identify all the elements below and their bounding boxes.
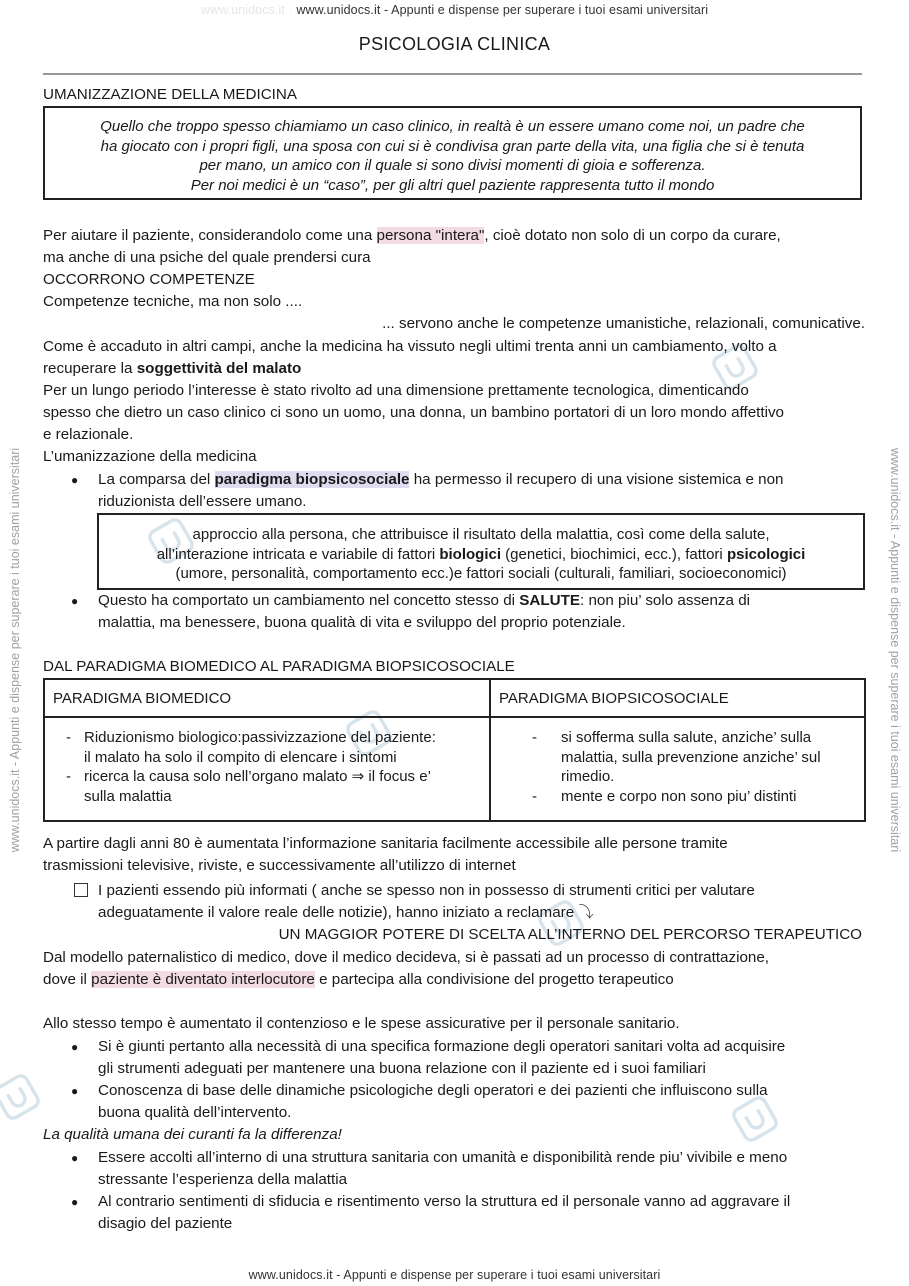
- bullet-line: Si è giunti pertanto alla necessità di una specifica formazione degli operatori sanitari volta ad acquisire: [98, 1038, 786, 1055]
- bullet-line: Essere accolti all’interno di una struttura sanitaria con umanità e disponibilità rende piu’ vivibile e meno: [98, 1149, 788, 1166]
- table-header-biomedico: PARADIGMA BIOMEDICO: [44, 679, 490, 717]
- emphasis-line: UN MAGGIOR POTERE DI SCELTA ALL’INTERNO DEL PERCORSO TERAPEUTICO: [278, 926, 862, 943]
- section-heading-umanizzazione: UMANIZZAZIONE DELLA MEDICINA: [43, 86, 298, 103]
- bullet-icon: ●: [71, 1040, 79, 1054]
- paragraph-line: L’umanizzazione della medicina: [43, 448, 257, 465]
- highlight-interlocutore: paziente è diventato interlocutore: [91, 971, 315, 988]
- bullet-line: gli strumenti adeguati per mantenere una buona relazione con il paziente ed i suoi familiari: [98, 1060, 706, 1077]
- paragraph-line: Per un lungo periodo l’interesse è stato rivolto ad una dimensione prettamente tecnologica, dimenticando: [43, 382, 749, 399]
- paragraph-line: A partire dagli anni 80 è aumentata l’informazione sanitaria facilmente accessibile alle persone tramite: [43, 835, 728, 852]
- unidocs-logo-icon: [0, 1074, 40, 1120]
- watermark-side-left: www.unidocs.it - Appunti e dispense per superare i tuoi esami universitari: [8, 447, 22, 853]
- section-heading-paradigmi: DAL PARADIGMA BIOMEDICO AL PARADIGMA BIOPSICOSOCIALE: [43, 658, 515, 675]
- list-item: - Riduzionismo biologico:passivizzazione del paziente: il malato ha solo il compito di elencare i sintomi: [66, 729, 436, 766]
- bullet-line: Al contrario sentimenti di sfiducia e risentimento verso la struttura ed il personale vanno ad aggravare il: [98, 1193, 791, 1210]
- paragraph-line: dove il paziente è diventato interlocutore e partecipa alla condivisione del progetto terapeutico: [43, 971, 674, 988]
- title-divider: [43, 73, 862, 75]
- bullet-line: buona qualità dell’intervento.: [98, 1104, 292, 1121]
- list-item: - si sofferma sulla salute, anziche’ sulla malattia, sulla prevenzione anziche’ sul rimedio.: [532, 729, 821, 785]
- checkbox-line: adeguatamente il valore reale delle notizie), hanno iniziato a reclamare ⤵: [98, 904, 594, 921]
- paragraph-line: Competenze tecniche, ma non solo ....: [43, 293, 303, 310]
- definition-box: approccio alla persona, che attribuisce il risultato della malattia, così come della salute, all’interazione intricata e variabile di fattori biologici (genetici, biochimici, ecc.), fattori psicologici (umore, personalità, comportamento ecc.)e fattori sociali (culturali, familiari, socioeconomici): [97, 513, 865, 590]
- paragraph-line: Dal modello paternalistico di medico, dove il medico decideva, si è passati ad un processo di contrattazione,: [43, 949, 770, 966]
- bullet-line: Conoscenza di base delle dinamiche psicologiche degli operatori e dei pazienti che influiscono sulla: [98, 1082, 768, 1099]
- paragraph-line-right: ... servono anche le competenze umanistiche, relazionali, comunicative.: [382, 315, 865, 332]
- checkbox-icon: [74, 883, 88, 897]
- paragraph-line: e relazionale.: [43, 426, 134, 443]
- paragraph-line: spesso che dietro un caso clinico ci sono un uomo, una donna, un bambino portatori di un loro mondo affettivo: [43, 404, 784, 421]
- italic-statement: La qualità umana dei curanti fa la differenza!: [43, 1126, 342, 1143]
- paragraph-line: Allo stesso tempo è aumentato il contenzioso e le spese assicurative per il personale sanitario.: [43, 1015, 680, 1032]
- quote-box: [43, 106, 862, 200]
- paragraph-line: Per aiutare il paziente, considerandolo come una persona "intera", cioè dotato non solo di un corpo da curare,: [43, 227, 781, 244]
- watermark-header: www.unidocs.it · www.unidocs.it - Appunti e dispense per superare i tuoi esami universitari: [200, 3, 709, 17]
- bold-salute: SALUTE: [519, 592, 581, 609]
- paragraph-line: recuperare la soggettività del malato: [43, 360, 302, 377]
- quote-line: Per noi medici è un “caso”, per gli altri quel paziente rappresenta tutto il mondo: [190, 176, 715, 194]
- unidocs-logo-icon: [732, 1096, 778, 1142]
- paragraph-line: trasmissioni televisive, riviste, e successivamente all’utilizzo di internet: [43, 857, 516, 874]
- page-title: PSICOLOGIA CLINICA: [358, 34, 551, 54]
- watermark-side-right: www.unidocs.it - Appunti e dispense per superare i tuoi esami universitari: [888, 447, 902, 853]
- table-cell-biopsicosociale: [490, 717, 865, 821]
- list-item: - ricerca la causa solo nell’organo malato ⇒ il focus e’ sulla malattia: [66, 768, 431, 805]
- bullet-icon: ●: [71, 473, 79, 487]
- bold-soggettivita: soggettività del malato: [136, 360, 302, 377]
- highlight-persona-intera: persona "intera": [376, 227, 485, 244]
- checkbox-line: I pazienti essendo più informati ( anche se spesso non in possesso di strumenti critici per valutare: [98, 882, 755, 899]
- bullet-line: La comparsa del paradigma biopsicosociale ha permesso il recupero di una visione sistemica e non: [98, 471, 784, 488]
- quote-line: per mano, un amico con il quale si sono divisi momenti di gioia e sofferenza.: [199, 157, 706, 174]
- quote-line: ha giocato con i propri figli, una sposa con cui si è condivisa gran parte della vita, una figlia che si è tenuta: [100, 137, 805, 155]
- bullet-line: riduzionista dell’essere umano.: [98, 493, 307, 510]
- comparison-table: [43, 678, 866, 822]
- list-item: - mente e corpo non sono piu’ distinti: [532, 787, 797, 805]
- quote-line: Quello che troppo spesso chiamiamo un caso clinico, in realtà è un essere umano come noi, un padre che: [100, 118, 805, 135]
- bullet-line: Questo ha comportato un cambiamento nel concetto stesso di SALUTE: non piu’ solo assenza di: [98, 592, 751, 609]
- paragraph-line: Come è accaduto in altri campi, anche la medicina ha vissuto negli ultimi trenta anni un cambiamento, volto a: [43, 338, 777, 355]
- bullet-line: stressante l’esperienza della malattia: [98, 1171, 348, 1188]
- bullet-line: malattia, ma benessere, buona qualità di vita e sviluppo del proprio potenziale.: [98, 614, 626, 631]
- bullet-line: disagio del paziente: [98, 1215, 233, 1232]
- watermark-footer: www.unidocs.it - Appunti e dispense per superare i tuoi esami universitari: [248, 1268, 661, 1282]
- table-cell-biomedico: [44, 717, 490, 821]
- table-header-biopsicosociale: PARADIGMA BIOPSICOSOCIALE: [490, 679, 865, 717]
- highlight-paradigma: paradigma biopsicosociale: [214, 471, 410, 488]
- bullet-icon: ●: [71, 594, 79, 608]
- bullet-icon: ●: [71, 1084, 79, 1098]
- bullet-icon: ●: [71, 1195, 79, 1209]
- paragraph-line: OCCORRONO COMPETENZE: [43, 271, 255, 288]
- paragraph-line: ma anche di una psiche del quale prendersi cura: [43, 249, 371, 266]
- bullet-icon: ●: [71, 1151, 79, 1165]
